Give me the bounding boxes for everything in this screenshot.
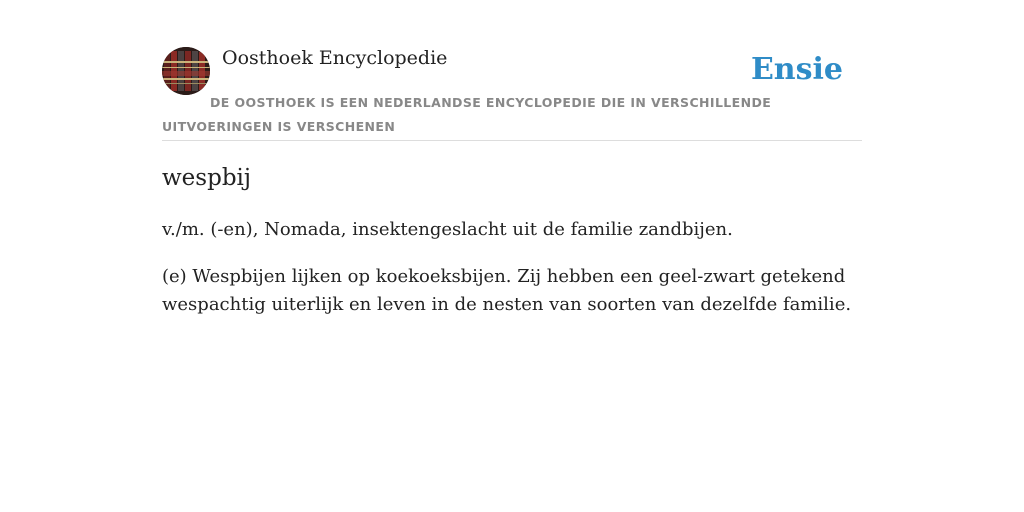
entry-content	[162, 162, 862, 319]
encyclopedia-books-icon[interactable]	[162, 47, 210, 95]
source-header	[162, 46, 862, 141]
entry-definition: v./m. (-en), Nomada, insektengeslacht uit de familie zandbijen.	[162, 219, 733, 240]
ensie-logo-link[interactable]: Ensie	[750, 52, 843, 87]
source-tagline: DE OOSTHOEK IS EEN NEDERLANDSE ENCYCLOPEDIE DIE IN VERSCHILLENDE UITVOERINGEN IS VERSCHENEN	[162, 95, 772, 134]
source-title[interactable]: Oosthoek Encyclopedie	[222, 47, 448, 69]
entry-title: wespbij	[162, 165, 252, 191]
entry-description: (e) Wespbijen lijken op koekoeksbijen. Zij hebben een geel-zwart getekend wespachtig uiterlijk en leven in de nesten van soorten van dezelfde familie.	[162, 266, 852, 315]
